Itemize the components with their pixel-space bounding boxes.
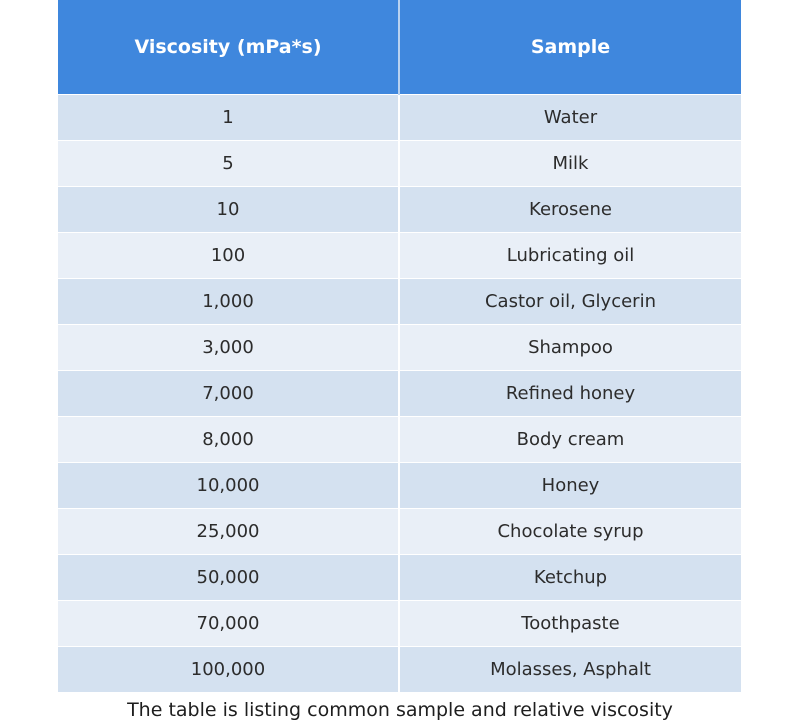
viscosity-cell: 3,000 <box>58 325 399 371</box>
sample-cell: Kerosene <box>399 187 741 233</box>
table-caption: The table is listing common sample and relative viscosity <box>127 699 673 721</box>
sample-cell: Chocolate syrup <box>399 509 741 555</box>
table-row <box>58 601 741 647</box>
viscosity-cell: 100,000 <box>58 647 399 693</box>
viscosity-cell: 1 <box>58 95 399 141</box>
table-row <box>58 555 741 601</box>
sample-cell: Shampoo <box>399 325 741 371</box>
table-row <box>58 141 741 187</box>
sample-cell: Ketchup <box>399 555 741 601</box>
viscosity-table <box>58 0 741 692</box>
table-header <box>58 0 741 95</box>
sample-cell: Body cream <box>399 417 741 463</box>
viscosity-cell: 8,000 <box>58 417 399 463</box>
sample-cell: Honey <box>399 463 741 509</box>
sample-cell: Toothpaste <box>399 601 741 647</box>
sample-cell: Lubricating oil <box>399 233 741 279</box>
table-row <box>58 95 741 141</box>
sample-cell: Molasses, Asphalt <box>399 647 741 693</box>
table-row <box>58 463 741 509</box>
table-row <box>58 371 741 417</box>
header-row <box>58 0 741 95</box>
viscosity-cell: 10 <box>58 187 399 233</box>
viscosity-cell: 10,000 <box>58 463 399 509</box>
header-sample: Sample <box>399 0 741 95</box>
table-row <box>58 647 741 693</box>
viscosity-cell: 100 <box>58 233 399 279</box>
sample-cell: Water <box>399 95 741 141</box>
table-row <box>58 417 741 463</box>
table-row <box>58 509 741 555</box>
table-row <box>58 325 741 371</box>
header-viscosity: Viscosity (mPa*s) <box>58 0 399 95</box>
table-row <box>58 279 741 325</box>
viscosity-cell: 5 <box>58 141 399 187</box>
table-body <box>58 95 741 693</box>
sample-cell: Refined honey <box>399 371 741 417</box>
viscosity-cell: 70,000 <box>58 601 399 647</box>
viscosity-cell: 1,000 <box>58 279 399 325</box>
viscosity-cell: 50,000 <box>58 555 399 601</box>
viscosity-cell: 7,000 <box>58 371 399 417</box>
viscosity-table-container <box>58 0 741 692</box>
sample-cell: Castor oil, Glycerin <box>399 279 741 325</box>
table-row <box>58 233 741 279</box>
sample-cell: Milk <box>399 141 741 187</box>
viscosity-cell: 25,000 <box>58 509 399 555</box>
table-row <box>58 187 741 233</box>
